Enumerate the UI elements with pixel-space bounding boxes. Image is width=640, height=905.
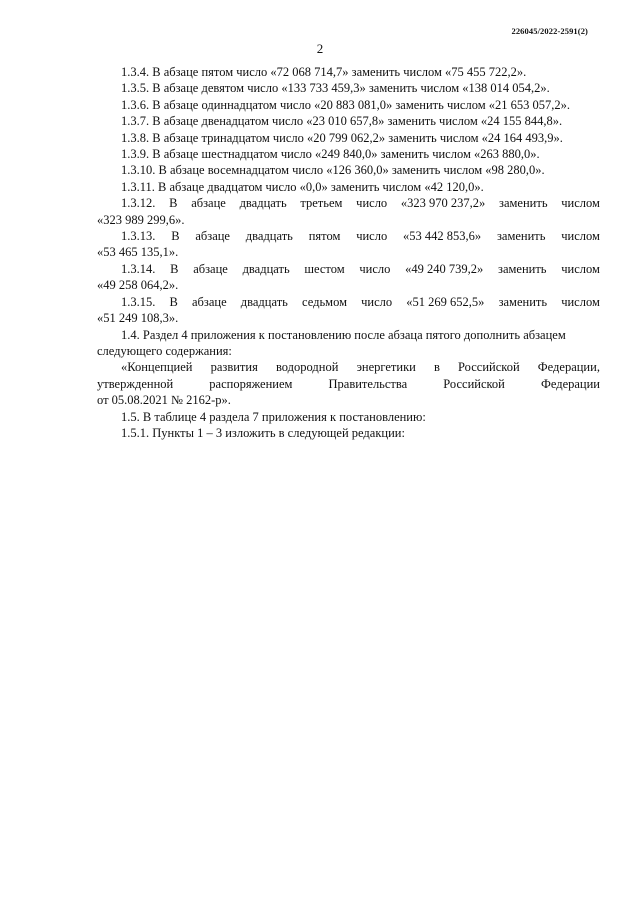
word: «49 240 739,2» bbox=[405, 261, 484, 276]
word: абзаце bbox=[191, 196, 226, 211]
word: 1.3.13. bbox=[121, 229, 156, 244]
paragraph-1-3-7: 1.3.7. В абзаце двенадцатом число «23 010 657,8» заменить числом «24 155 844,8». bbox=[121, 114, 563, 129]
word: «Концепцией bbox=[121, 360, 193, 375]
word: Федерации bbox=[540, 376, 600, 391]
word: третьем bbox=[300, 196, 343, 211]
justified-line bbox=[97, 376, 600, 392]
paragraph-1-3-15 bbox=[97, 294, 600, 327]
word: «53 442 853,6» bbox=[403, 229, 482, 244]
continuation-line: «49 258 064,2». bbox=[97, 278, 179, 293]
continuation-line: «51 249 108,3». bbox=[97, 311, 179, 326]
paragraph-1-3-4: 1.3.4. В абзаце пятом число «72 068 714,7» заменить числом «75 455 722,2». bbox=[121, 65, 527, 79]
word: развития bbox=[210, 360, 258, 375]
justified-line bbox=[97, 294, 600, 310]
justified-line bbox=[97, 359, 600, 375]
word: В bbox=[170, 261, 179, 276]
word: шестом bbox=[304, 261, 345, 276]
word: абзаце bbox=[195, 229, 230, 244]
word: В bbox=[169, 294, 178, 309]
word: числом bbox=[561, 294, 600, 309]
paragraph-1-3-6: 1.3.6. В абзаце одиннадцатом число «20 883 081,0» заменить числом «21 653 057,2». bbox=[121, 97, 571, 112]
word: В bbox=[169, 196, 178, 211]
word: число bbox=[361, 294, 393, 309]
paragraph-1-5-1: 1.5.1. Пункты 1 – 3 изложить в следующей редакции: bbox=[121, 425, 405, 440]
word: «51 269 652,5» bbox=[406, 294, 485, 309]
word: число bbox=[356, 196, 388, 211]
word: 1.3.12. bbox=[121, 196, 156, 211]
word: распоряжением bbox=[209, 376, 293, 391]
quoted-paragraph bbox=[97, 359, 600, 408]
continuation-line: «53 465 135,1». bbox=[97, 245, 179, 260]
word: Российской bbox=[458, 360, 520, 375]
word: числом bbox=[561, 261, 600, 276]
word: двадцать bbox=[239, 196, 287, 211]
word: двадцать bbox=[242, 261, 290, 276]
justified-line bbox=[97, 261, 600, 277]
word: водородной bbox=[275, 360, 339, 375]
paragraph-1-3-13 bbox=[97, 228, 600, 261]
word: числом bbox=[561, 229, 600, 244]
paragraph-1-5: 1.5. В таблице 4 раздела 7 приложения к постановлению: bbox=[121, 409, 426, 424]
word: двадцать bbox=[245, 229, 293, 244]
paragraph-1-3-12 bbox=[97, 195, 600, 228]
paragraph-1-3-10: 1.3.10. В абзаце восемнадцатом число «126 360,0» заменить числом «98 280,0». bbox=[121, 163, 545, 178]
word: числом bbox=[561, 196, 600, 211]
document-body bbox=[97, 64, 600, 441]
paragraph-1-3-8: 1.3.8. В абзаце тринадцатом число «20 799 062,2» заменить числом «24 164 493,9». bbox=[121, 130, 563, 145]
page-number: 2 bbox=[316, 41, 324, 56]
word: Российской bbox=[443, 376, 505, 391]
word: заменить bbox=[498, 261, 547, 276]
word: абзаце bbox=[193, 261, 228, 276]
continuation-line: «323 989 299,6». bbox=[97, 212, 185, 227]
paragraph-1-3-11: 1.3.11. В абзаце двадцатом число «0,0» заменить числом «42 120,0». bbox=[121, 179, 484, 194]
word: Правительства bbox=[328, 376, 408, 391]
word: В bbox=[171, 229, 180, 244]
word: заменить bbox=[496, 229, 546, 244]
word: число bbox=[356, 229, 388, 244]
word: абзаце bbox=[192, 294, 227, 309]
paragraph-1-3-14 bbox=[97, 261, 600, 294]
justified-line bbox=[97, 195, 600, 211]
word: седьмом bbox=[302, 294, 347, 309]
document-id: 226045/2022-2591(2) bbox=[511, 26, 588, 36]
word: 1.3.15. bbox=[121, 294, 156, 309]
word: заменить bbox=[498, 294, 548, 309]
paragraph-line: 1.4. Раздел 4 приложения к постановлению после абзаца пятого дополнить абзацем bbox=[121, 327, 566, 342]
word: двадцать bbox=[240, 294, 288, 309]
word: энергетики bbox=[356, 360, 416, 375]
paragraph-1-3-5: 1.3.5. В абзаце девятом число «133 733 459,3» заменить числом «138 014 054,2». bbox=[121, 81, 550, 96]
word: «323 970 237,2» bbox=[400, 196, 486, 211]
continuation-line: следующего содержания: bbox=[97, 343, 232, 358]
word: число bbox=[359, 261, 391, 276]
word: 1.3.14. bbox=[121, 261, 156, 276]
word: в bbox=[433, 360, 440, 375]
paragraph-1-3-9: 1.3.9. В абзаце шестнадцатом число «249 840,0» заменить числом «263 880,0». bbox=[121, 147, 540, 162]
justified-line bbox=[97, 228, 600, 244]
word: пятом bbox=[308, 229, 341, 244]
word: заменить bbox=[499, 196, 548, 211]
paragraph-1-4 bbox=[97, 327, 600, 360]
word: утвержденной bbox=[97, 376, 174, 391]
word: Федерации, bbox=[537, 360, 600, 375]
continuation-line: от 05.08.2021 № 2162-р». bbox=[97, 393, 231, 408]
